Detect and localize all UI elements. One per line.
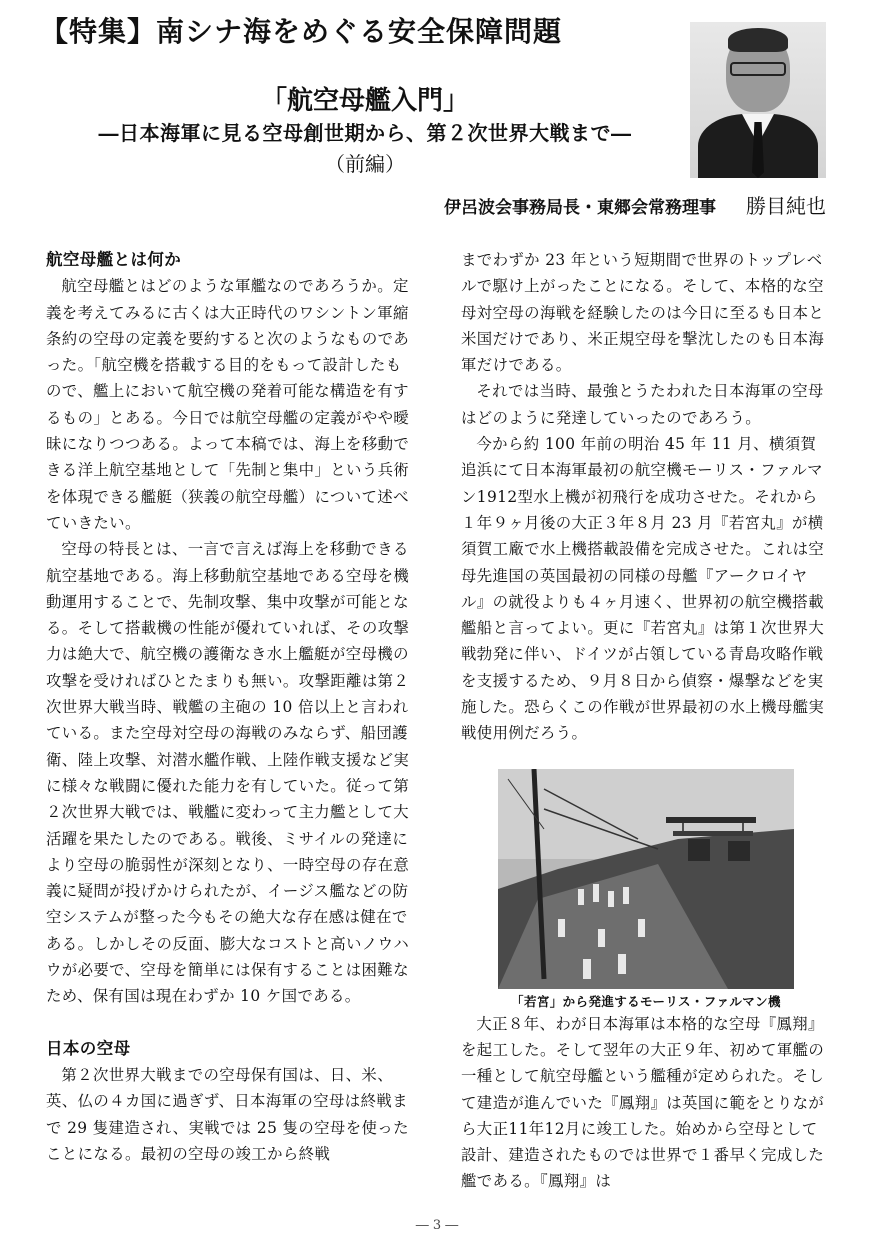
- section-heading-what-is-carrier: 航空母艦とは何か: [46, 250, 182, 269]
- paragraph: 大正８年、わが日本海軍は本格的な空母『鳳翔』を起工した。そして翌年の大正９年、初めて軍艦の一種として航空母艦という艦種が定められた。そして建造が進んでいた『鳳翔』は英国に範をとりながら大正11年12月に竣工した。始めから空母として設計、建造されたものでは世界で１番早く完成した艦である。『鳳翔』は: [461, 1014, 825, 1191]
- paragraph: それでは当時、最強とうたわれた日本海軍の空母はどのように発達していったのであろう。: [461, 382, 824, 427]
- paragraph: 航空母艦とはどのような軍艦なのであろうか。定義を考えてみるに古くは大正時代のワシントン軍縮条約の空母の定義を要約すると次のようなものであった。「航空機を搭載する目的をもって設計したもので、艦上において航空機の発着可能な構造を有するもの」とある。今日では航空母艦の定義がやや曖昧になりつつある。よって本稿では、海上を移動できる洋上航空基地として「先制と集中」という兵術を体現できる艦艇（狭義の航空母艦）について述べていきたい。: [46, 277, 410, 532]
- portrait-hair: [728, 28, 788, 52]
- author-affiliation: 伊呂波会事務局長・東郷会常務理事: [444, 198, 716, 218]
- left-column: [46, 247, 416, 1167]
- paragraph: までわずか 23 年という短期間で世界のトップレベルで駆け上がったことになる。そして、本格的な空母対空母の海戦を経験したのは今日に至るも日本と米国だけであり、米正規空母を撃沈したのも日本海軍だけである。: [461, 251, 825, 375]
- photo-figure: [498, 769, 794, 1011]
- photo-caption: 「若宮」から発進するモーリス・ファルマン機: [511, 993, 781, 1009]
- right-column: [461, 247, 831, 1195]
- ship-photo-illustration: [498, 769, 794, 989]
- article-subtitle: ―日本海軍に見る空母創世期から、第２次世界大戦まで―: [98, 121, 632, 145]
- paragraph: 第２次世界大戦までの空母保有国は、日、米、英、仏の４カ国に過ぎず、日本海軍の空母は終戦まで 29 隻建造され、実戦では 25 隻の空母を使ったことになる。最初の空母の竣工から終戦: [46, 1065, 409, 1163]
- portrait-glasses: [730, 62, 786, 76]
- paragraph: 空母の特長とは、一言で言えば海上を移動できる航空基地である。海上移動航空基地である空母を機動運用することで、先制攻撃、集中攻撃が可能となる。そして搭載機の性能が優れていれば、その攻撃力は絶大で、航空機の護衛なき水上艦艇が空母機の攻撃を受ければひとたまりも無い。攻撃距離は第２次世界大戦当時、戦艦の主砲の 10 倍以上と言われている。また空母対空母の海戦のみならず、船団護衛、陸上攻撃、対潜水艦作戦、上陸作戦支援など実に様々な戦闘に優れた能力を有していた。従って第２次世界大戦では、戦艦に変わって主力艦として大活躍を果たしたのである。戦後、ミサイルの発達により空母の脆弱性が深刻となり、一時空母の存在意義に疑問が投げかけられたが、イージス艦などの防空システムが整った今もその絶大な存在感は健在である。しかしその反面、膨大なコストと高いノウハウが必要で、空母を簡単には保有することは困難なため、保有国は現在わずか 10 ケ国である。: [46, 540, 410, 1006]
- article-part: （前編）: [325, 152, 405, 176]
- paragraph: 今から約 100 年前の明治 45 年 11 月、横須賀追浜にて日本海軍最初の航空機モーリス・ファルマン1912型水上機が初飛行を成功させた。それから１年９ヶ月後の大正３年８月 23 月『若宮丸』が横須賀工廠で水上機搭載設備を完成させた。これは空母先進国の英国最初の同様の母艦『アークロイヤル』の就役よりも４ヶ月速く、世界初の航空機搭載艦船と言ってよい。更に『若宮丸』は第１次世界大戦勃発に伴い、ドイツが占領している青島攻略作戦を支援するため、９月８日から偵察・爆撃などを実施した。恐らくこの作戦が世界最初の水上機母艦実戦使用例だろう。: [461, 435, 825, 743]
- feature-label: 【特集】南シナ海をめぐる安全保障問題: [40, 15, 563, 48]
- section-heading-japan-carriers: 日本の空母: [46, 1038, 131, 1058]
- author-line: [444, 190, 826, 219]
- ship-photo: [498, 769, 794, 989]
- page-number: ― 3 ―: [415, 1218, 459, 1233]
- article-title: 「航空母艦入門」: [260, 86, 469, 116]
- author-name: 勝目純也: [746, 194, 826, 218]
